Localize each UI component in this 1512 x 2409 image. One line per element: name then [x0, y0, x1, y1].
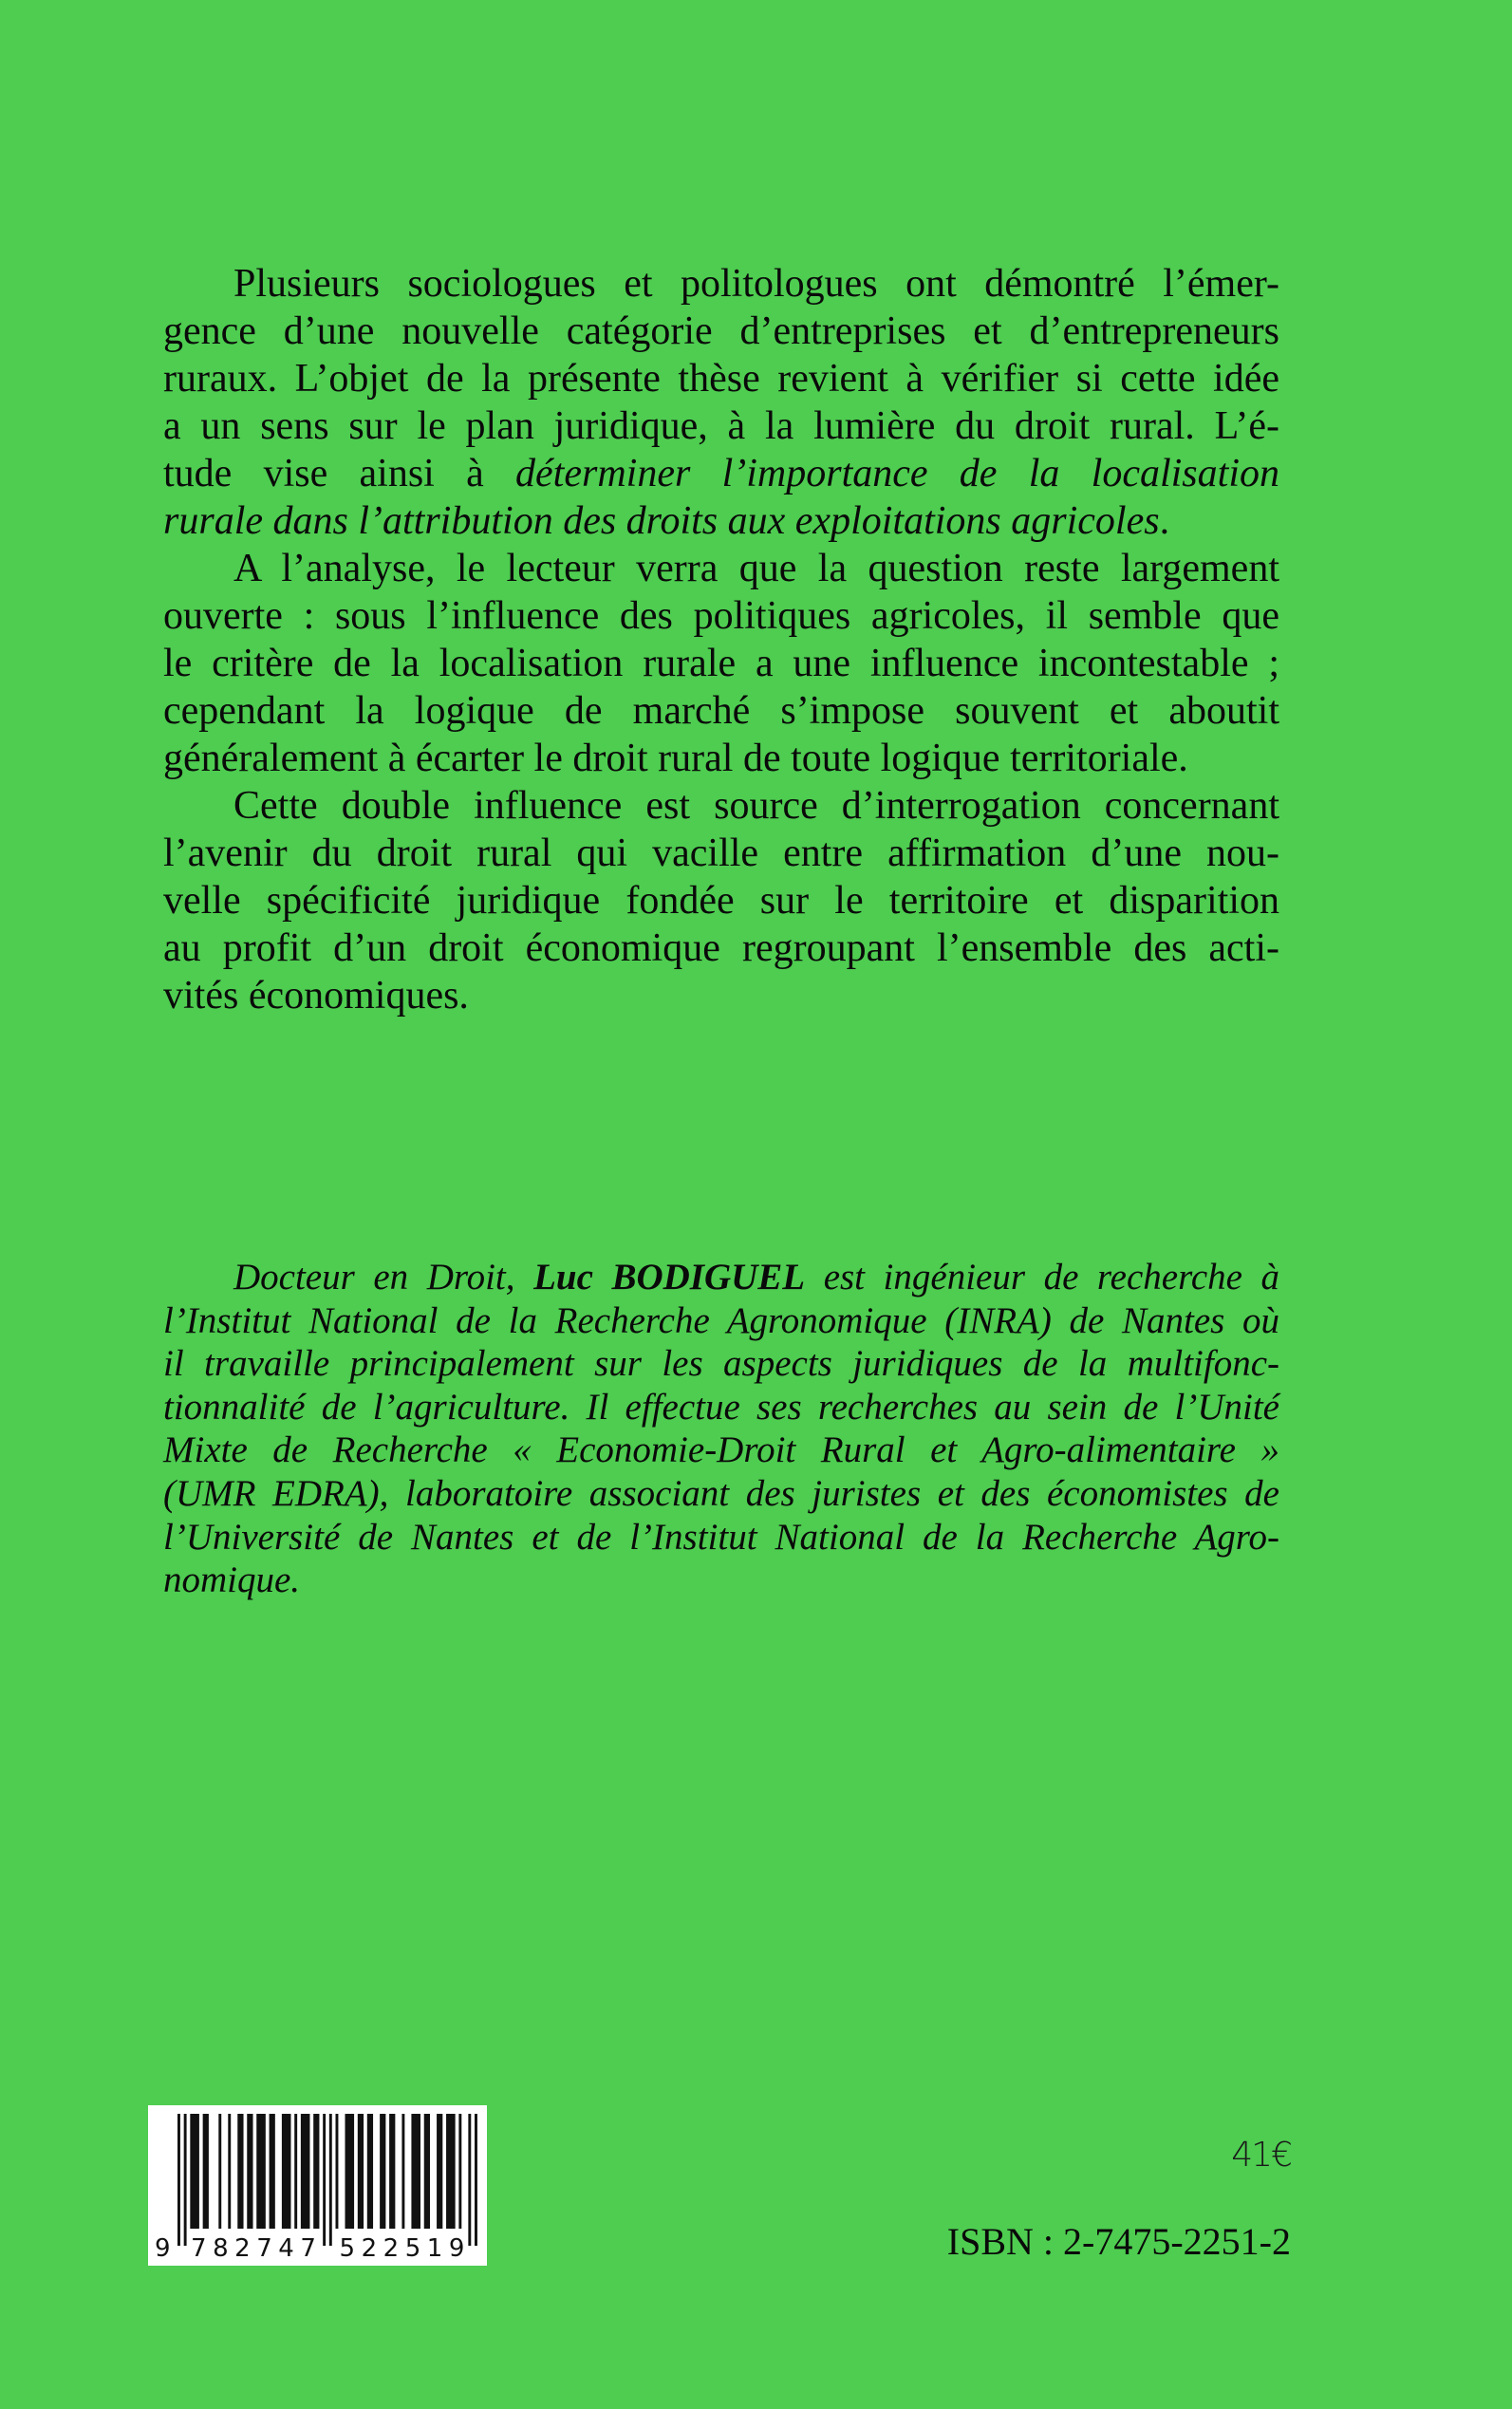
barcode-bar: [367, 2114, 373, 2229]
summary-line: [163, 450, 1279, 497]
barcode-bar: [177, 2114, 180, 2246]
summary-segment: ruraux. L’objet de la présente thèse revient à vérifier si cette idée: [163, 357, 1279, 401]
barcode-bar: [437, 2114, 442, 2229]
price: 41€: [1231, 2136, 1291, 2175]
summary-segment: velle spécificité juridique fondée sur le territoire et disparition: [163, 879, 1279, 923]
barcode-bar: [380, 2114, 385, 2229]
bio-line: [163, 1342, 1279, 1390]
summary-segment: tude vise ainsi à: [163, 452, 516, 495]
barcode-bar: [256, 2114, 266, 2229]
summary-line: [163, 972, 1279, 1019]
summary-line: [163, 260, 1279, 308]
bio-line: [163, 1386, 1279, 1433]
barcode-bar: [468, 2114, 471, 2246]
barcode-bar: [446, 2114, 456, 2229]
summary-line: [163, 782, 1279, 830]
bio-segment: tionnalité de l’agriculture. Il effectue ses recherches au sein de l’Unité: [163, 1386, 1279, 1428]
summary-segment: a un sens sur le plan juridique, à la lumière du droit rural. L’é-: [163, 404, 1279, 448]
summary-line-text: [163, 735, 1188, 782]
barcode-bar: [190, 2114, 199, 2229]
bio-segment: nomique.: [163, 1559, 301, 1601]
barcode-bar: [401, 2114, 404, 2229]
summary-line-text: [163, 308, 1279, 355]
summary-segment: .: [1159, 499, 1170, 543]
bio-segment: Mixte de Recherche « Economie-Droit Rural et Agro-alimentaire »: [163, 1429, 1279, 1471]
summary-line-text: [163, 830, 1279, 877]
summary-line-text: [163, 592, 1279, 640]
barcode-bar: [389, 2114, 395, 2229]
summary-line-text: [163, 497, 1169, 545]
barcode-bar: [424, 2114, 430, 2229]
summary-segment: Plusieurs sociologues et politologues ont démontré l’émer-: [233, 262, 1279, 306]
bio-line-text: [163, 1472, 1279, 1516]
summary-segment: gence d’une nouvelle catégorie d’entreprises et d’entrepreneurs: [163, 309, 1279, 353]
bio-line: [163, 1516, 1279, 1563]
barcode-bar: [270, 2114, 275, 2229]
bio-line-text: [163, 1516, 1279, 1559]
summary-line: [163, 877, 1279, 924]
bio-line-text: [163, 1559, 300, 1602]
barcode-bar: [475, 2114, 477, 2246]
barcode-bar: [301, 2114, 310, 2229]
bio-line: [163, 1559, 1279, 1606]
author-name: Luc BODIGUEL: [533, 1257, 806, 1298]
barcode-bar: [247, 2114, 252, 2229]
summary-line: [163, 640, 1279, 687]
summary-line: [163, 355, 1279, 402]
barcode-bar: [358, 2114, 364, 2229]
bio-line: [163, 1472, 1279, 1520]
summary-line: [163, 402, 1279, 450]
summary-line-text: [163, 450, 1279, 497]
bio-line-text: [163, 1342, 1279, 1386]
bio-line-text: [163, 1386, 1279, 1429]
summary-segment: ouverte : sous l’influence des politiques agricoles, il semble que: [163, 594, 1279, 638]
summary-line-text: [163, 260, 1279, 308]
summary-line-text: [163, 687, 1279, 735]
barcode-bar: [345, 2114, 354, 2229]
summary-line-text: [163, 877, 1279, 924]
barcode-bar: [282, 2114, 291, 2229]
barcode-bar: [203, 2114, 209, 2229]
isbn-number: ISBN : 2-7475-2251-2: [946, 2220, 1291, 2263]
bio-segment: est ingénieur de recherche à: [805, 1257, 1279, 1298]
summary-line: [163, 924, 1279, 972]
summary-line: [163, 592, 1279, 640]
barcode-bar: [336, 2114, 339, 2229]
summary-line: [163, 308, 1279, 355]
barcode-first-digit: 9: [155, 2234, 171, 2263]
summary-segment: vités économiques.: [163, 974, 469, 1018]
summary-segment: cependant la logique de marché s’impose souvent et aboutit: [163, 689, 1279, 733]
barcode-bar: [458, 2114, 461, 2229]
summary-line-text: [163, 545, 1279, 592]
summary-segment: généralement à écarter le droit rural de toute logique territoriale.: [163, 737, 1188, 780]
barcode-bar: [218, 2114, 221, 2229]
barcode-bar: [323, 2114, 326, 2246]
summary-line: [163, 545, 1279, 592]
summary-segment: rurale dans l’attribution des droits aux exploitations agricoles: [163, 499, 1160, 543]
bio-line: [163, 1429, 1279, 1476]
summary-line: [163, 830, 1279, 877]
barcode-bar: [411, 2114, 420, 2229]
isbn-barcode: [148, 2105, 487, 2266]
summary-segment: déterminer l’importance de la localisation: [515, 452, 1279, 495]
barcode-bar: [294, 2114, 297, 2229]
bio-line-text: [163, 1299, 1279, 1343]
summary-line-text: [163, 972, 469, 1019]
summary-segment: le critère de la localisation rurale a une influence incontestable ;: [163, 642, 1279, 685]
summary-line: [163, 735, 1279, 782]
summary-line-text: [163, 924, 1279, 972]
bio-line-text: [163, 1256, 1279, 1299]
bio-segment: Docteur en Droit,: [233, 1257, 534, 1298]
barcode-graphic: [148, 2105, 487, 2266]
barcode-right-digits: 522519: [339, 2234, 465, 2263]
bio-segment: il travaille principalement sur les aspects juridiques de la multifonc-: [163, 1343, 1279, 1385]
summary-segment: Cette double influence est source d’interrogation concernant: [233, 784, 1279, 828]
barcode-bar: [228, 2114, 231, 2229]
bio-line: [163, 1299, 1279, 1347]
bio-segment: l’Université de Nantes et de l’Institut National de la Recherche Agro-: [163, 1516, 1279, 1558]
barcode-bar: [313, 2114, 319, 2229]
summary-line-text: [163, 782, 1279, 830]
barcode-left-digits: 782747: [191, 2234, 316, 2263]
summary-line-text: [163, 402, 1279, 450]
summary-line: [163, 687, 1279, 735]
bio-line: [163, 1256, 1279, 1303]
bio-segment: l’Institut National de la Recherche Agronomique (INRA) de Nantes où: [163, 1299, 1279, 1341]
summary-line-text: [163, 355, 1279, 402]
summary-segment: au profit d’un droit économique regroupant l’ensemble des acti-: [163, 926, 1279, 970]
barcode-bar: [329, 2114, 332, 2246]
summary-segment: A l’analyse, le lecteur verra que la question reste largement: [233, 547, 1279, 590]
barcode-bar: [237, 2114, 243, 2229]
bio-line-text: [163, 1429, 1279, 1472]
summary-segment: l’avenir du droit rural qui vacille entre affirmation d’une nou-: [163, 831, 1279, 875]
bio-segment: (UMR EDRA), laboratoire associant des juristes et des économistes de: [163, 1473, 1279, 1514]
barcode-bar: [184, 2114, 187, 2246]
summary-line-text: [163, 640, 1279, 687]
summary-line: [163, 497, 1279, 545]
